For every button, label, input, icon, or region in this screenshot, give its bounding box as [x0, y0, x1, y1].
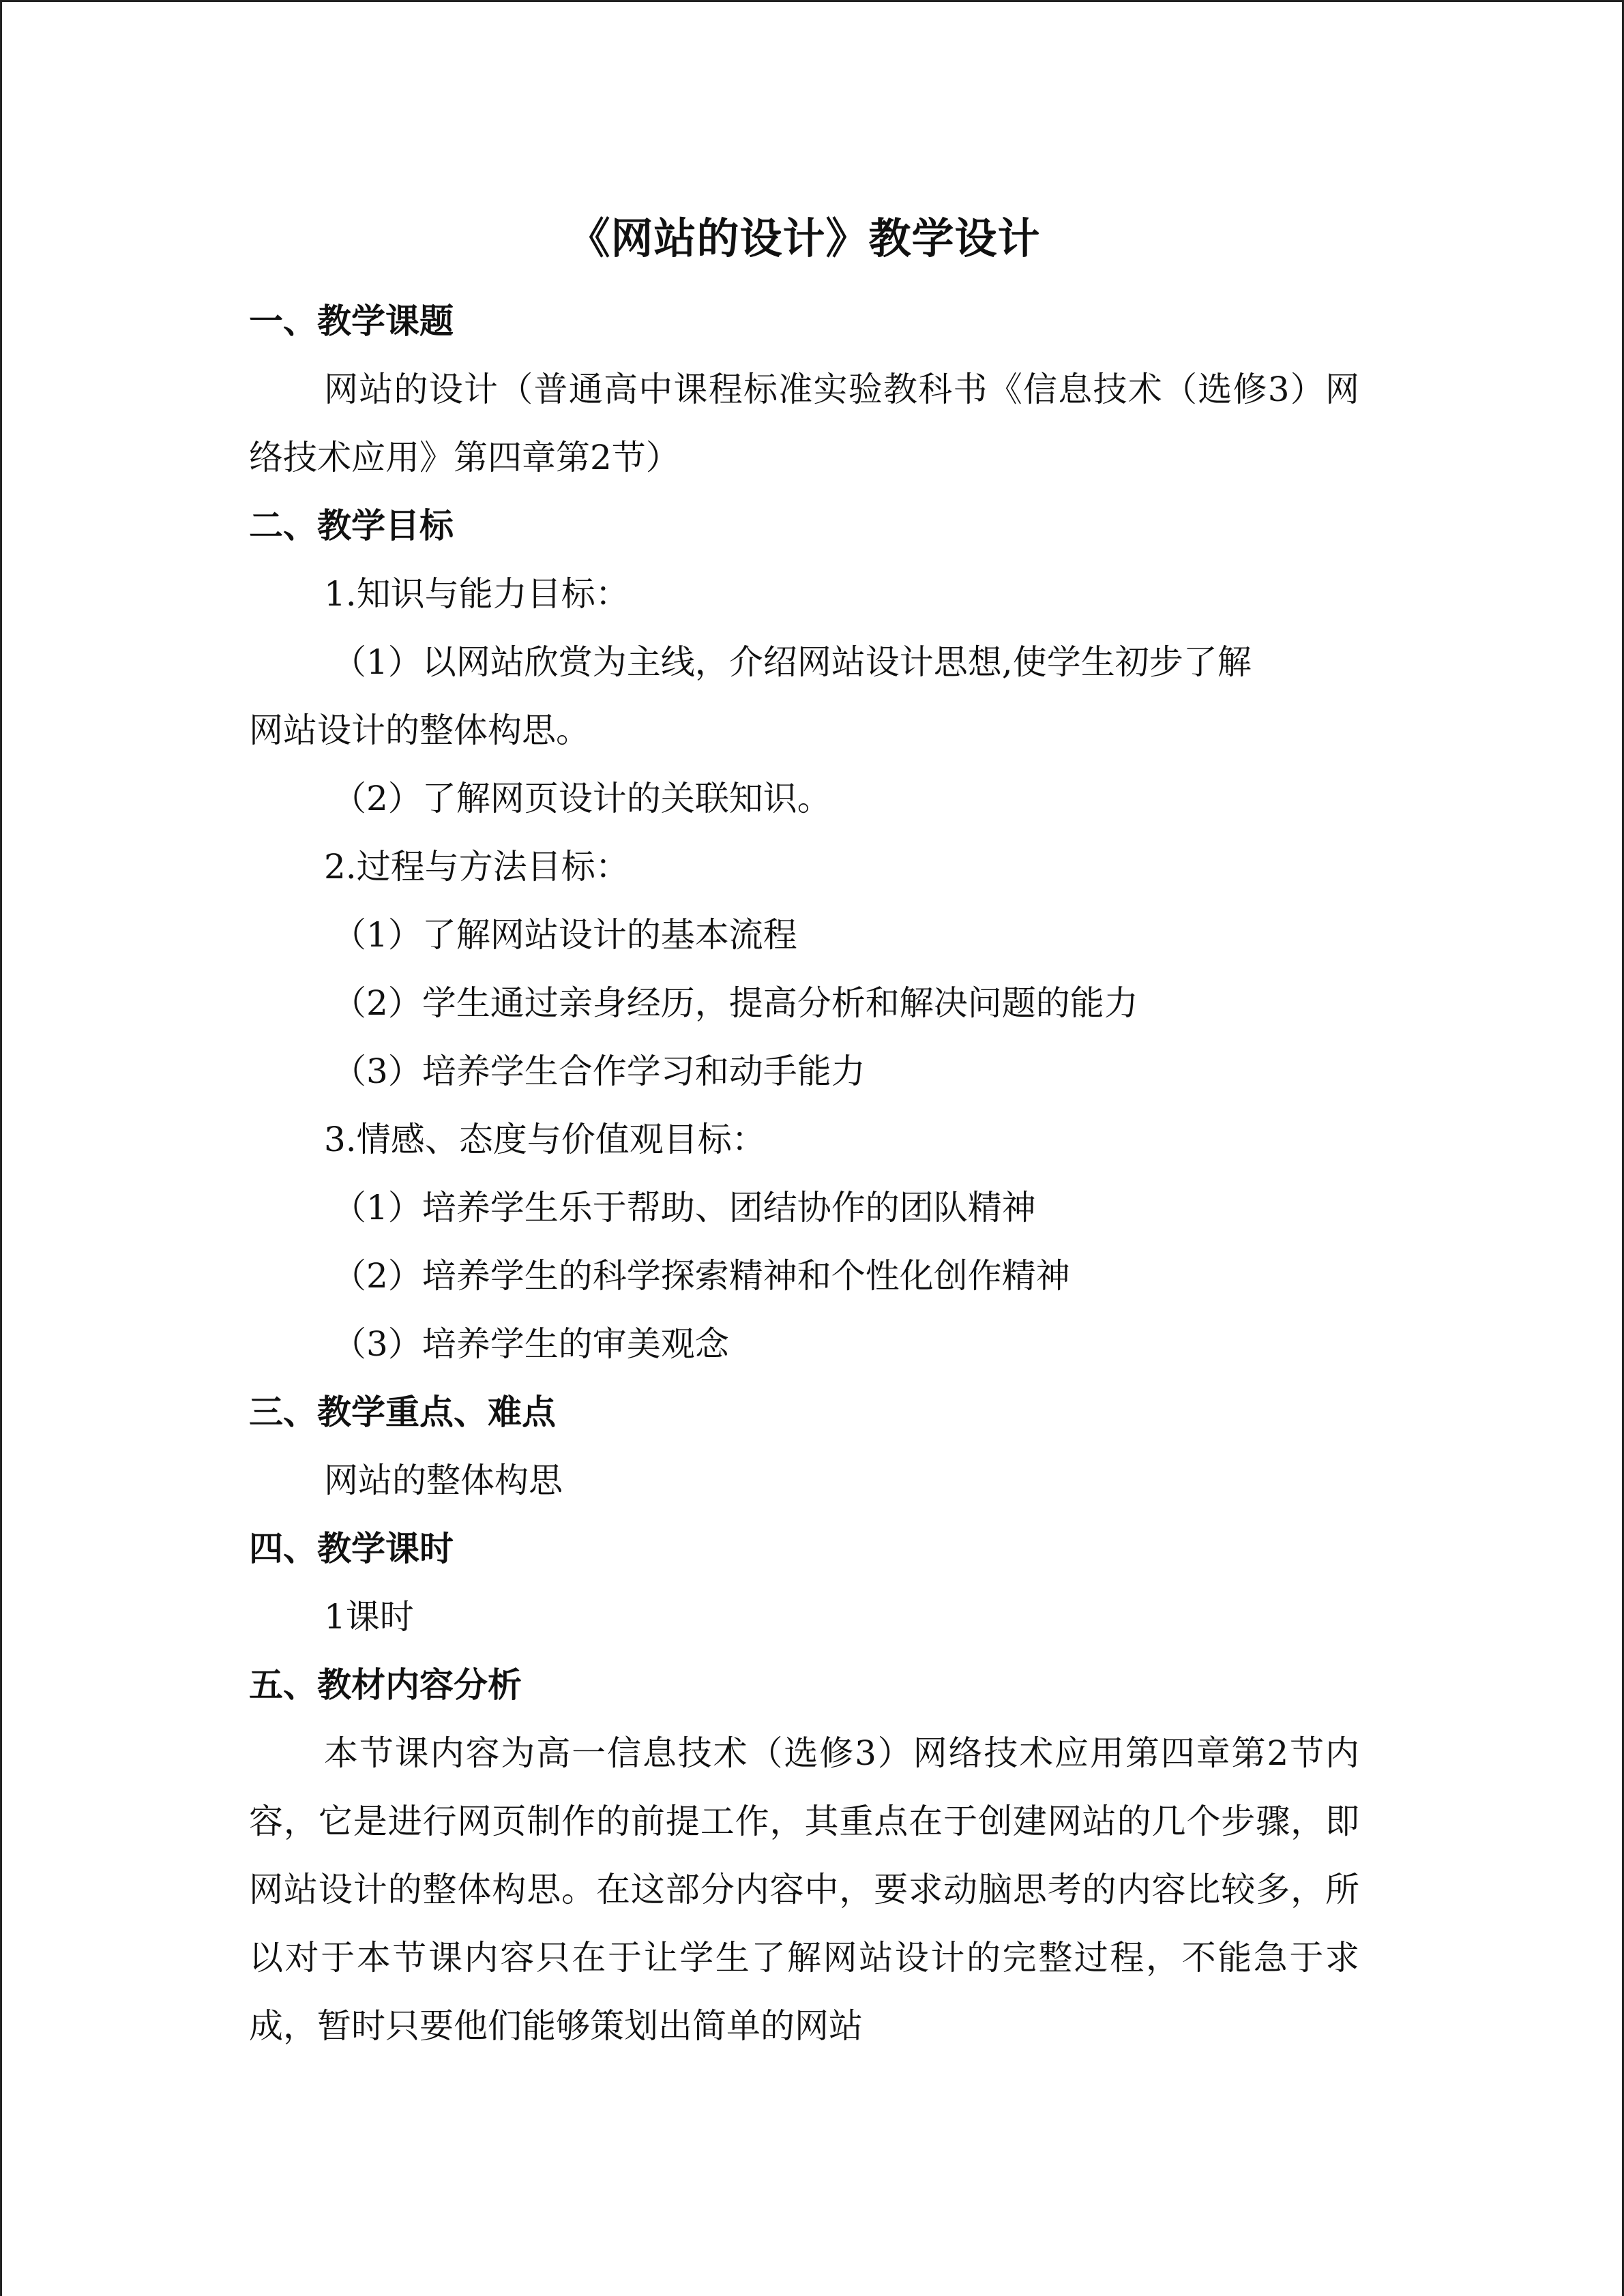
- goal-item: （2）学生通过亲身经历，提高分析和解决问题的能力: [332, 983, 1138, 1023]
- goal-item: （1）以网站欣赏为主线，介绍网站设计思想,使学生初步了解: [332, 642, 1252, 682]
- section-key-points: [249, 1378, 1359, 1515]
- goal-category-label: 3.情感、态度与价值观目标：: [324, 1120, 766, 1159]
- goal-item: （1）了解网站设计的基本流程: [332, 915, 797, 955]
- paragraph: 网站的整体构思: [324, 1461, 563, 1500]
- section-heading: 五、教材内容分析: [249, 1665, 522, 1705]
- goal-category-label: 1.知识与能力目标：: [324, 574, 630, 614]
- goal-category-label: 2.过程与方法目标：: [324, 847, 630, 886]
- document-content: [249, 201, 1359, 2060]
- section-heading: 三、教学重点、难点: [249, 1392, 556, 1432]
- paragraph: 网站的设计（普通高中课程标准实验教科书《信息技术（选修3）网络技术应用》第四章第2节）: [249, 370, 1359, 477]
- document-title: 《网站的设计》教学设计: [567, 213, 1041, 263]
- section-heading: 二、教学目标: [249, 506, 454, 546]
- goal-item: （3）培养学生的审美观念: [332, 1324, 729, 1364]
- goal-item: （3）培养学生合作学习和动手能力: [332, 1052, 866, 1091]
- goal-item-continuation: 网站设计的整体构思。: [249, 711, 590, 750]
- paragraph: 本节课内容为高一信息技术（选修3）网络技术应用第四章第2节内容，它是进行网页制作的前提工作，其重点在于创建网站的几个步骤，即网站设计的整体构思。在这部分内容中，要求动脑思考的内容比较多，所以对于本节课内容只在于让学生了解网站设计的完整过程，不能急于求成，暂时只要他们能够策划出简单的网站: [249, 1733, 1359, 2046]
- goal-item: （2）了解网页设计的关联知识。: [332, 779, 831, 818]
- section-hours: [249, 1515, 1359, 1651]
- section-heading: 四、教学课时: [249, 1529, 454, 1568]
- goal-item: （2）培养学生的科学探索精神和个性化创作精神: [332, 1256, 1070, 1296]
- section-analysis: [249, 1651, 1359, 2060]
- section-heading: 一、教学课题: [249, 301, 454, 341]
- goal-item: （1）培养学生乐于帮助、团结协作的团队精神: [332, 1188, 1036, 1227]
- section-topic: [249, 287, 1359, 492]
- paragraph: 1课时: [324, 1597, 414, 1637]
- section-goals: [249, 492, 1359, 1378]
